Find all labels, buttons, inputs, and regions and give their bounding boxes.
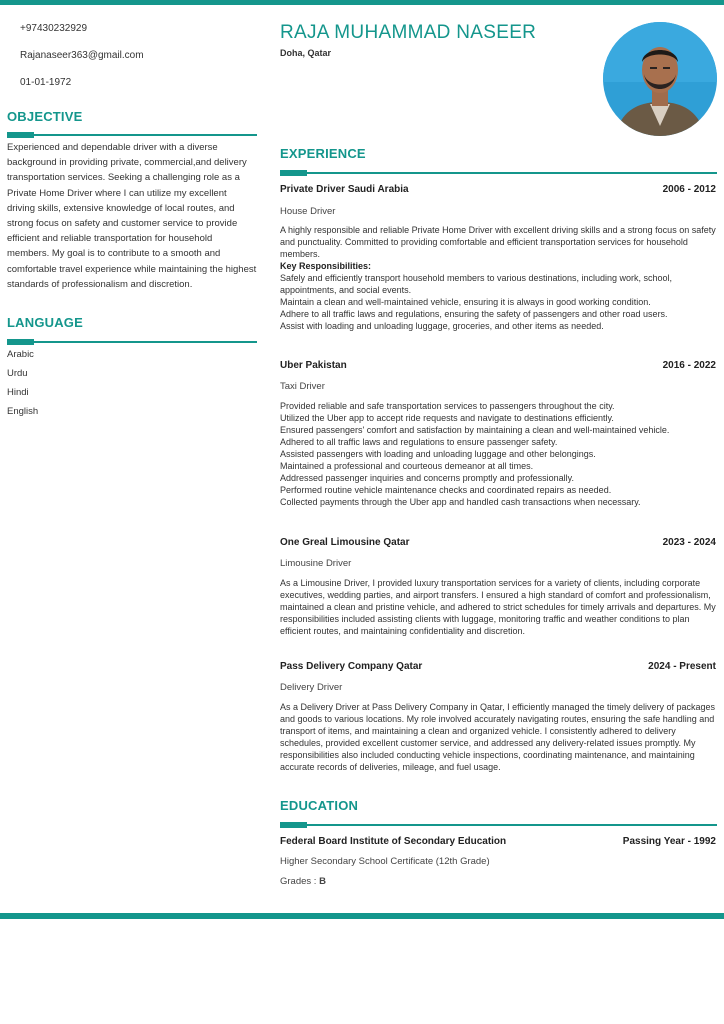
job-description: As a Delivery Driver at Pass Delivery Company in Qatar, I efficiently managed the timely delivery of packages and goods to various locations. My role involved accurately navigating routes, ensuring the safe handling and transport of items, and maintaining a clean and organized vehicle. I consistently adhered to delivery schedules, provided excellent customer service, and addressed any delivery-related issues promptly. My responsibilities also included conducting vehicle inspections, coordinating maintenance, and maintaining accurate records of deliveries, mileage, and fuel usage. — [280, 702, 716, 772]
job-company: Uber Pakistan — [280, 360, 347, 371]
job-role: House Driver — [280, 206, 336, 217]
language-item: Hindi — [7, 387, 29, 398]
job-header — [280, 360, 716, 371]
job-header — [280, 537, 716, 548]
top-accent-bar — [0, 0, 724, 5]
job-header — [280, 184, 716, 195]
date-of-birth: 01-01-1972 — [20, 77, 72, 88]
job-period: 2023 - 2024 — [662, 537, 716, 548]
job-line: Safely and efficiently transport household members to various destinations, including work, school, appointments, and social events. — [280, 273, 673, 295]
job-description — [280, 224, 716, 332]
language-item: Urdu — [7, 368, 28, 379]
language-divider — [7, 341, 257, 343]
job-role: Delivery Driver — [280, 682, 343, 693]
job-intro: A highly responsible and reliable Private Home Driver with excellent driving skills and a strong focus on safety and punctuality. Committed to providing comfortable and efficient transportation services for household members. — [280, 225, 716, 259]
job-line: Collected payments through the Uber app and handled cash transactions when necessary. — [280, 497, 641, 507]
job-description — [280, 400, 716, 508]
education-institution: Federal Board Institute of Secondary Education — [280, 836, 507, 847]
job-company: One Greal Limousine Qatar — [280, 537, 410, 548]
job-role: Taxi Driver — [280, 381, 325, 392]
job-company: Private Driver Saudi Arabia — [280, 184, 409, 195]
job-header — [280, 661, 716, 672]
candidate-name: RAJA MUHAMMAD NASEER — [280, 22, 537, 43]
job-line: Adhere to all traffic laws and regulations, ensuring the safety of passengers and other road users. — [280, 309, 668, 319]
candidate-location: Doha, Qatar — [280, 48, 332, 58]
job-line: Addressed passenger inquiries and concerns promptly and professionally. — [280, 473, 574, 483]
objective-text: Experienced and dependable driver with a diverse background in providing private, commercial,and delivery transportation services. Seeking a challenging role as a Private Home Driver where I can utilize my excellent driving skills, extensive knowledge of local routes, and strong focus on safety and customer service to provide efficient and reliable transportation for household members. My goal is to contribute to a smooth and comfortable travel experience while maintaining the highest standards of professionalism and discretion. — [7, 142, 257, 290]
education-heading: EDUCATION — [280, 798, 359, 813]
grades-label: Grades : — [280, 876, 317, 887]
job-line: Performed routine vehicle maintenance checks and coordinated repairs as needed. — [280, 485, 612, 495]
job-role: Limousine Driver — [280, 558, 352, 569]
experience-divider — [280, 172, 717, 174]
job-line: Provided reliable and safe transportation services to passengers throughout the city. — [280, 401, 615, 411]
email-address: Rajanaseer363@gmail.com — [20, 50, 144, 61]
job-company: Pass Delivery Company Qatar — [280, 661, 423, 672]
education-divider — [280, 824, 717, 826]
job-period: 2016 - 2022 — [662, 360, 716, 371]
experience-heading: EXPERIENCE — [280, 146, 366, 161]
education-grades — [280, 876, 326, 887]
job-line: Adhered to all traffic laws and regulations to ensure passenger safety. — [280, 437, 558, 447]
responsibilities-label: Key Responsibilities: — [280, 261, 372, 271]
job-line: Maintain a clean and well-maintained vehicle, ensuring it is always in good working condition. — [280, 297, 651, 307]
language-item: English — [7, 406, 39, 417]
language-item: Arabic — [7, 349, 34, 360]
objective-divider — [7, 134, 257, 136]
job-line: Assisted passengers with loading and unloading luggage and other belongings. — [280, 449, 596, 459]
job-description: As a Limousine Driver, I provided luxury transportation services for a variety of clients, including corporate executives, wedding parties, and airport transfers. I ensured a high standard of comfort and professionalism, maintained a clean and pristine vehicle, and adhered to strict schedules for timely arrivals and departures. My responsibilities included assisting clients with luggage, monitoring traffic and weather conditions to plan efficient routes, and maintaining confidentiality and discretion. — [280, 578, 716, 636]
education-header — [280, 836, 716, 847]
objective-heading: OBJECTIVE — [7, 109, 83, 124]
language-heading: LANGUAGE — [7, 315, 83, 330]
job-period: 2024 - Present — [648, 661, 716, 672]
job-line: Maintained a professional and courteous demeanor at all times. — [280, 461, 534, 471]
job-period: 2006 - 2012 — [662, 184, 716, 195]
job-line: Assist with loading and unloading luggage, groceries, and other items as needed. — [280, 321, 604, 331]
profile-photo — [603, 22, 717, 136]
grades-value: B — [319, 876, 326, 887]
phone-number: +97430232929 — [20, 23, 88, 34]
job-line: Ensured passengers' comfort and satisfaction by maintaining a clean and well-maintained vehicle. — [280, 425, 670, 435]
education-period: Passing Year - 1992 — [622, 836, 716, 847]
bottom-accent-bar — [0, 913, 724, 919]
education-degree: Higher Secondary School Certificate (12th Grade) — [280, 856, 490, 867]
job-line: Utilized the Uber app to accept ride requests and navigate to destinations efficiently. — [280, 413, 614, 423]
